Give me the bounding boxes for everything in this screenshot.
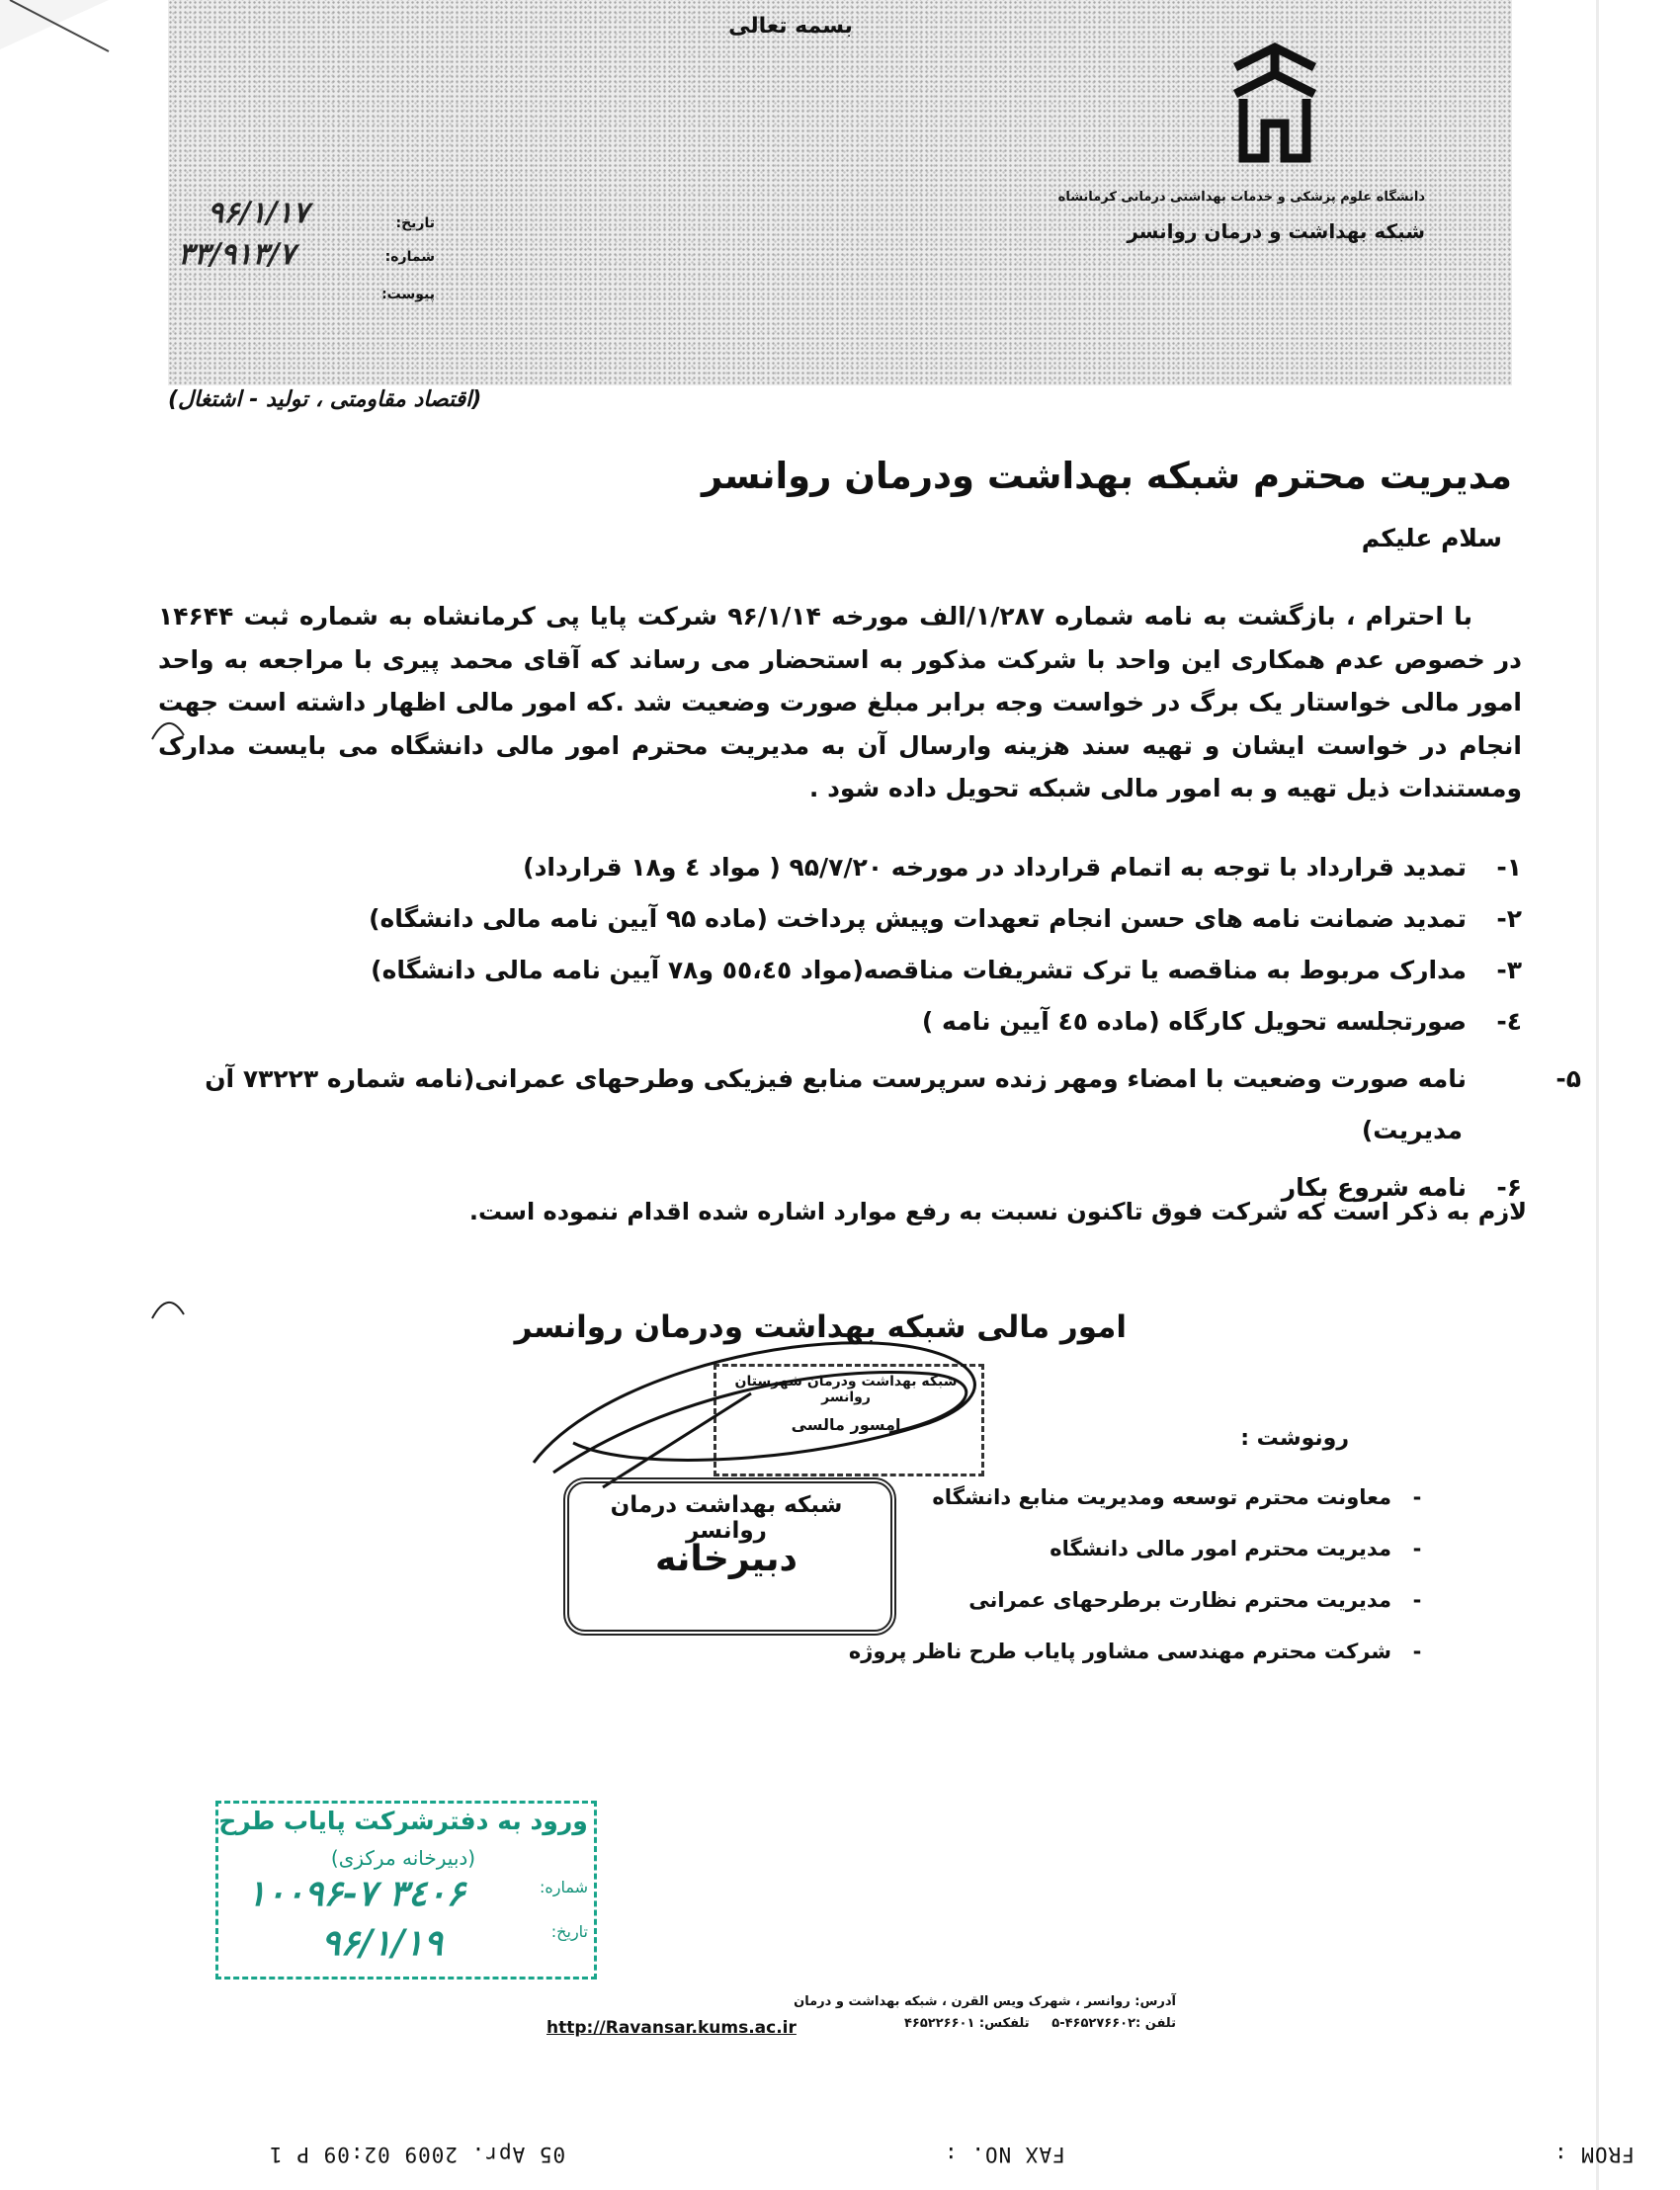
finance-stamp-line2: امسور مالسی [791, 1415, 901, 1434]
footer-fax: تلفکس: ۴۶۵۲۲۶۶۰۱ [903, 2016, 1030, 2031]
footer-phone: تلفن :۴۶۵۲۷۶۶۰۲-۵ [1051, 2016, 1176, 2031]
letter-body [158, 595, 1522, 810]
handwritten-signature [514, 1324, 1048, 1492]
list-item: ۲-تمدید ضمانت نامه های حسن انجام تعهدات وپیش پرداخت (ماده ۹۵ آیین نامه مالی دانشگاه) [369, 904, 1522, 933]
cc-label: رونوشت : [1240, 1426, 1349, 1451]
bismillah-text: بسمه تعالی [728, 14, 853, 39]
footer-address: آدرس: روانسر ، شهرک ویس القرن ، شبکه بهداشت و درمان [794, 1994, 1176, 2009]
list-item: -شرکت محترم مهندسی مشاور پایاب طرح ناظر پروژه [848, 1640, 1422, 1663]
organization-name: شبکه بهداشت و درمان روانسر [1127, 219, 1425, 243]
receipt-number-label: شماره: [539, 1878, 588, 1896]
university-name: دانشگاه علوم پزشکی و خدمات بهداشتی درمانی کرمانشاه [1057, 190, 1425, 205]
requirements-list [168, 848, 1581, 1220]
date-label: تاریخ: [395, 215, 435, 231]
page-fold-corner [0, 0, 119, 59]
number-label: شماره: [384, 249, 435, 265]
list-item: ۳-مدارک مربوط به مناقصه یا ترک تشریفات مناقصه(مواد ٥٥،٤٥ و۷۸ آیین نامه مالی دانشگاه) [371, 956, 1522, 984]
attachment-label: پیوست: [381, 287, 435, 302]
list-item: ۶-نامه شروع بکار [1281, 1173, 1522, 1202]
slogan-text: (اقتصاد مقاومتی ، تولید - اشتغال) [168, 387, 482, 412]
list-item: ۵-نامه صورت وضعیت با امضاء ومهر زنده سرپرست منابع فیزیکی وطرحهای عمرانی(نامه شماره ۷۳۲۲۳ آن مدیریت) [205, 1064, 1581, 1144]
fax-number: FAX NO. : [944, 2143, 1065, 2166]
receipt-date-label: تاریخ: [550, 1922, 588, 1941]
addressee-title: مدیریت محترم شبکه بهداشت ودرمان روانسر [701, 455, 1512, 497]
list-item: ٤-صورتجلسه تحویل کارگاه (ماده ٤٥ آیین نامه ) [921, 1007, 1522, 1036]
receipt-stamp-subtitle: (دبیرخانه مرکزی) [330, 1846, 476, 1870]
signature-title: امور مالی شبکه بهداشت ودرمان روانسر [514, 1309, 1127, 1345]
number-value: ۳۳/۹۱۳/۷ [178, 237, 295, 272]
fax-from: FROM : [1554, 2143, 1635, 2166]
greeting-text: سلام علیکم [1361, 524, 1502, 552]
secretariat-stamp-line1: شبکه بهداشت درمان روانسر [610, 1492, 843, 1544]
footer-phones [904, 2016, 1176, 2031]
date-value: ۹۶/۱/۱۷ [208, 196, 309, 230]
list-item: -معاونت محترم توسعه ومدیریت منابع دانشگاه [932, 1485, 1422, 1509]
punch-mark [148, 714, 188, 743]
receipt-number-value: ۱۰۰۹۶-۷ ۳٤۰۶ [247, 1873, 465, 1914]
list-item: -مدیریت محترم نظارت برطرحهای عمرانی [968, 1588, 1422, 1612]
closing-note: لازم به ذکر است که شرکت فوق تاکنون نسبت به رفع موارد اشاره شده اقدام ننموده است. [468, 1198, 1527, 1225]
cc-list [849, 1485, 1443, 1691]
receipt-stamp-title: ورود به دفترشرکت پایاب طرح [218, 1807, 588, 1835]
list-item: -مدیریت محترم امور مالی دانشگاه [1050, 1537, 1422, 1560]
body-paragraph: با احترام ، بازگشت به نامه شماره ۱/۲۸۷/الف مورخه ۹۶/۱/۱۴ شرکت پایا پی کرمانشاه به شماره ثبت ۱۴۶۴۴ در خصوص عدم همکاری این واحد با شرکت مذکور به استحضار می رساند که آقای محمد پیری با مراجعه به واحد امور مالی خواستار یک برگ در خواست وجه برابر مبلغ صورت وضعیت شد .که امور مالی اظهار داشته است جهت انجام در خواست ایشان و تهیه سند هزینه وارسال آن به مدیریت محترم امور مالی دانشگاه می بایست مدارک ومستندات ذیل تهیه و به امور مالی شبکه تحویل داده شود . [158, 602, 1522, 802]
scan-edge-line [1596, 0, 1599, 2190]
secretariat-stamp-line2: دبیرخانه [655, 1539, 798, 1579]
footer-url: http://Ravansar.kums.ac.ir [546, 2018, 797, 2038]
finance-stamp-line1: شبکه بهداشت ودرمان شهرستان روانسر [734, 1374, 958, 1405]
university-logo-icon [1225, 40, 1324, 178]
fax-datetime: 05 Apr. 2009 02:09 P 1 [269, 2143, 566, 2166]
punch-mark [148, 1293, 188, 1322]
receipt-date-value: ۹۶/۱/۱۹ [321, 1922, 443, 1964]
list-item: ۱-تمدید قرارداد با توجه به اتمام قرارداد در مورخه ۹۵/۷/۲۰ ( مواد ٤ و۱۸ قرارداد) [523, 853, 1522, 882]
